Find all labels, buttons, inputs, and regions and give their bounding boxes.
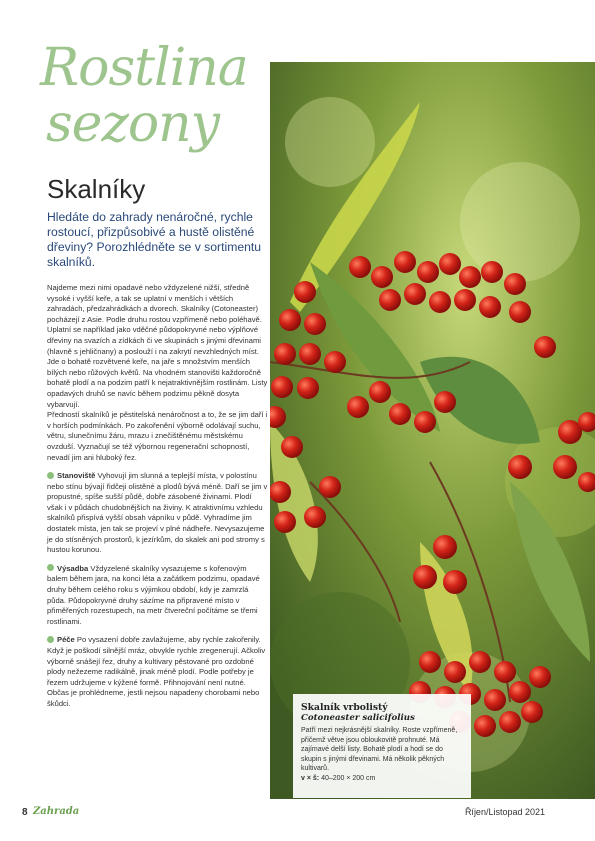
bullet-icon: [47, 636, 54, 643]
section-text: Po vysazení dobře zavlažujeme, aby rychle zakořenily. Když je poškodí silnější mráz, obvykle rychle zregenerují. Ačkoliv výborně snášejí řez, druhy a kultivary pěstované pro ozdobné plody nežezeme radikálně, jinak méně plodí. Podle potřeby je řezem udržujeme v kýžené formě. Přihnojování není nutné. Občas je prohlédneme, jestli nejsou napadeny chorobami nebo škůdci.: [47, 635, 266, 708]
intro-paragraph: Najdeme mezi nimi opadavé nebo vždyzelené nižší, středně vysoké i vyšší keře, a tak se uplatní v menších i větších zahradách, předzahrádkách a dvorech. Skalníky (Cotoneaster) pocházejí z Asie. Podle druhu rostou vzpřímeně nebo poléhavě. Uplatní se například jako vděčné půdopokryvné nebo výplňové dřeviny na svazích a zídkách či ve skupinách s jinými dřevinami (hlavně s jehličnany) a poslouží i na zakrytí nevzhledných míst. Jde o bohatě rozvětvené keře, na jaře s množstvím menších bílých nebo růžových květů. Na vhodném stanovišti každoročně bohatě plodí a na podzim patří k nejatraktivnějším rostlinám. Listy opadavých druhů se navíc během podzimu pěkně dosyta vybarvují.: [47, 283, 268, 409]
intro-paragraph-2: Předností skalníků je pěstitelská nenáročnost a to, že se jim daří i v horších podmínkách. Po zakořenění výborně odolávají suchu, větru, slunečnímu žáru, mrazu i znečištěnému městskému ovzduší. Vyznačují se též výbornou regenerační schopností, nevadí jim ani hluboký řez.: [47, 410, 268, 462]
section-heading: Stanoviště: [57, 471, 96, 481]
caption-title: Skalník vrbolistý: [301, 702, 388, 713]
article-title: Skalníky: [47, 174, 146, 204]
article-body: [47, 283, 269, 710]
page-number: 8: [22, 807, 28, 818]
caption-text: Patří mezi nejkrásnější skalníky. Roste vzpřímeně, přičemž větve jsou obloukovitě prohnuté. Má zajímavé delší listy. Bohatě plodí a hodí se do skupin s jinými dřevinami. Má několik pěkných kultivarů.: [301, 727, 458, 773]
bullet-icon: [47, 564, 54, 571]
photo-caption: [293, 694, 471, 798]
magazine-logo: Zahrada: [33, 806, 80, 817]
section-pece: [47, 635, 269, 709]
section-heading: Péče: [57, 635, 75, 645]
section-stanoviste: [47, 471, 269, 556]
section-vysadba: [47, 564, 269, 628]
caption-latin-name: Cotoneaster salicifolius: [301, 713, 415, 723]
section-title: [40, 40, 270, 152]
section-text: Vyhovují jim slunná a teplejší místa, v polostínu nebo stínu bývají řidčeji olistěné a plodů bývá méně. Daří se jim v propustné, spíše sušší půdě, dobře zásobené živinami. Plodí však i v půdách chudobnějších na živiny. K atraktivnímu vzhledu skalníků přispívá vyšší obsah vápníku v půdě. Vyhradíme jim dostatek místa, jen tak se projeví v plné nádheře. Nevysazujeme je do stísněných prostorů, k jezírkům, do skalek ani pod stromy s hustou korunou.: [47, 471, 268, 555]
section-text: Vždyzelené skalníky vysazujeme s kořenovým balem během jara, na konci léta a začátkem podzimu, opadavé druhy během celého roku s výjimkou období, kdy je zamrzlá půda. Půdopokryvné druhy sázíme na připravené místo v přiměřených rozestupech, na metr čtvereční počítáme se třemi rostlinami.: [47, 563, 260, 626]
cotoneaster-photo: [270, 62, 595, 799]
section-title-line2: sezony: [46, 94, 220, 154]
bullet-icon: [47, 472, 54, 479]
section-title-line1: Rostlina: [40, 38, 248, 98]
issue-date: Říjen/Listopad 2021: [464, 807, 545, 817]
caption-dimensions: [301, 774, 463, 784]
berries-illustration: [270, 62, 595, 799]
section-heading: Výsadba: [57, 563, 89, 573]
lead-paragraph: Hledáte do zahrady nenáročné, rychle rostoucí, přizpůsobivé a hustě olistěné dřeviny? Porozhlédněte se v sortimentu skalníků.: [47, 210, 262, 269]
dimensions-value: 40–200 × 200 cm: [321, 774, 376, 782]
dimensions-label: v × š:: [301, 774, 320, 782]
